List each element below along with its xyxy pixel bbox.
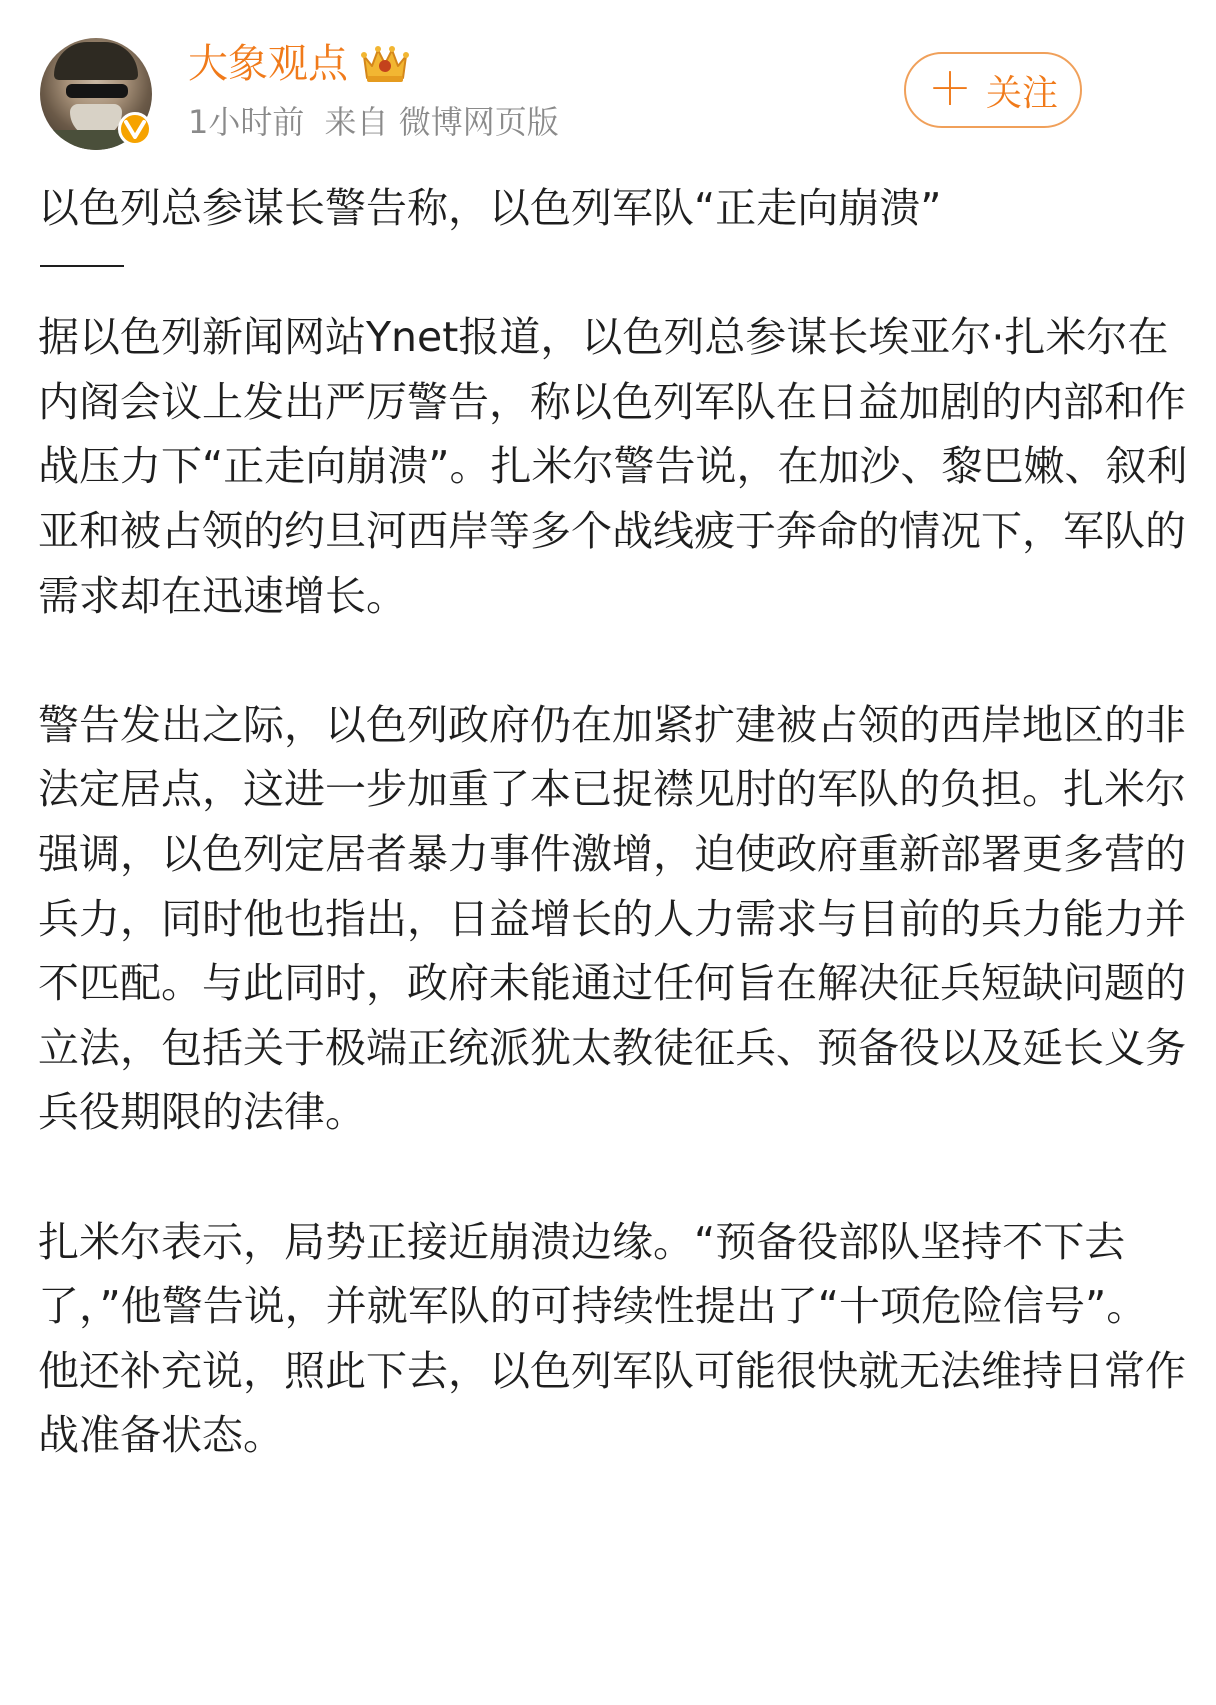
post-paragraph-3: 扎米尔表示，局势正接近崩溃边缘。“预备役部队坚持不下去了，”他警告说，并就军队的可持续性提出了“十项危险信号”。他还补充说，照此下去，以色列军队可能很快就无法维持日常作战准备状态。 — [38, 1217, 1186, 1460]
paragraph-gap — [38, 1145, 1188, 1210]
separator-line — [40, 265, 124, 267]
post-meta — [188, 102, 559, 142]
crown-icon — [358, 42, 412, 84]
post-title: 以色列总参谋长警告称，以色列军队“正走向崩溃” — [38, 184, 942, 232]
avatar-glasses — [66, 84, 128, 98]
avatar-cap — [54, 42, 138, 80]
post-time: 1小时前 — [188, 103, 305, 141]
post-content — [38, 176, 1188, 1468]
plus-icon: ＋ — [927, 64, 972, 115]
post-paragraph-2: 警告发出之际，以色列政府仍在加紧扩建被占领的西岸地区的非法定居点，这进一步加重了本已捉襟见肘的军队的负担。扎米尔强调，以色列定居者暴力事件激增，迫使政府重新部署更多营的兵力，同时他也指出，日益增长的人力需求与目前的兵力能力并不匹配。与此同时，政府未能通过任何旨在解决征兵短缺问题的立法，包括关于极端正统派犹太教徒征兵、预备役以及延长义务兵役期限的法律。 — [38, 700, 1186, 1137]
verified-icon — [118, 112, 152, 146]
paragraph-gap — [38, 628, 1188, 693]
follow-label: 关注 — [985, 72, 1058, 114]
follow-button[interactable] — [904, 52, 1082, 128]
post-source: 来自 微博网页版 — [324, 103, 559, 141]
post-paragraph-1: 据以色列新闻网站Ynet报道，以色列总参谋长埃亚尔·扎米尔在内阁会议上发出严厉警告，称以色列军队在日益加剧的内部和作战压力下“正走向崩溃”。扎米尔警告说，在加沙、黎巴嫩、叙利亚和被占领的约旦河西岸等多个战线疲于奔命的情况下，军队的需求却在迅速增长。 — [38, 313, 1188, 620]
post-header — [0, 0, 1216, 160]
separator — [38, 241, 1188, 306]
author-name[interactable]: 大象观点 — [188, 41, 348, 87]
